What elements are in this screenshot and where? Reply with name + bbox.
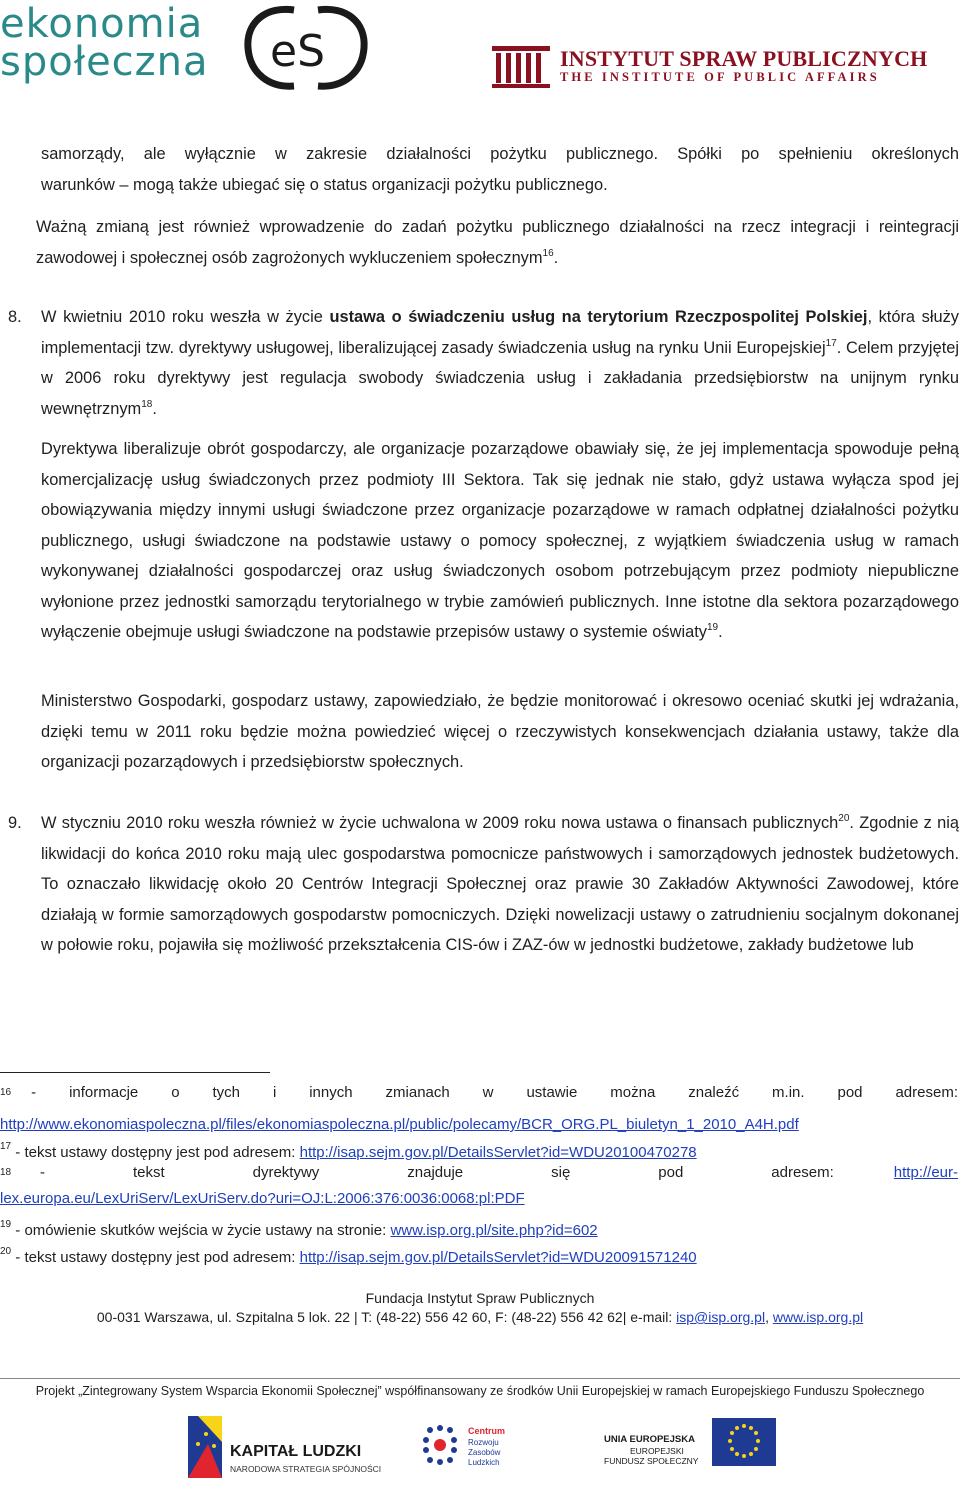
- logo-mark-text: eS: [270, 26, 325, 77]
- centrum-line-1: Centrum: [468, 1426, 506, 1436]
- item-8-text-a: W kwietniu 2010 roku weszła w życie: [41, 308, 330, 326]
- footer-address-text: 00-031 Warszawa, ul. Szpitalna 5 lok. 22 | T: (48-22) 556 42 60, F: (48-22) 556 42 62| e-mail:: [96, 1309, 677, 1325]
- isp-subtitle: THE INSTITUTE OF PUBLIC AFFAIRS: [560, 70, 880, 84]
- footnote-17-link[interactable]: http://isap.sejm.gov.pl/DetailsServlet?id=WDU20100470278: [299, 1144, 697, 1161]
- paragraph-4: [41, 434, 959, 648]
- item-9-text-a: W styczniu 2010 roku weszła również w życie uchwalona w 2009 roku nowa ustawa o finansach publicznych: [41, 814, 839, 832]
- footnote-17: [0, 1138, 960, 1162]
- centrum-line-4: Ludzkich: [468, 1458, 500, 1467]
- footnote-16: [0, 1084, 960, 1134]
- centrum-line-3: Zasobów: [468, 1448, 501, 1457]
- footer-divider: [0, 1378, 960, 1379]
- footnote-20-text: - tekst ustawy dostępny jest pod adresem:: [15, 1249, 300, 1266]
- footnote-19-number: 19: [0, 1219, 12, 1230]
- footnote-20-link[interactable]: http://isap.sejm.gov.pl/DetailsServlet?id=WDU20091571240: [299, 1249, 697, 1266]
- footer-organization: Fundacja Instytut Spraw Publicznych: [365, 1290, 595, 1306]
- ue-line-2: EUROPEJSKI: [630, 1446, 684, 1456]
- ue-line-3: FUNDUSZ SPOŁECZNY: [604, 1456, 699, 1466]
- item-8-text-e: .: [152, 399, 157, 418]
- centrum-rozwoju-logo: [418, 1420, 548, 1474]
- footnote-17-number: 17: [0, 1141, 12, 1152]
- footnote-19-link[interactable]: www.isp.org.pl/site.php?id=602: [390, 1222, 598, 1239]
- list-item-9: [41, 808, 959, 961]
- footnote-ref-18[interactable]: 18: [141, 398, 153, 410]
- item-8-text-d: . Celem przyjętej w 2006 roku dyrektywy jest regulacja swobody świadczenia usług i zakładania przedsiębiorstw na unijnym rynku wewnętrznym: [41, 338, 959, 418]
- centrum-line-2: Rozwoju: [468, 1438, 499, 1447]
- footnote-ref-19[interactable]: 19: [706, 622, 719, 633]
- footnote-20-number: 20: [0, 1246, 12, 1257]
- paragraph-4-end: .: [718, 623, 723, 641]
- footer-address: [0, 1309, 960, 1325]
- footnote-17-text: - tekst ustawy dostępny jest pod adresem:: [15, 1144, 300, 1161]
- footnote-19: [0, 1216, 960, 1240]
- paragraph-1-line-1: samorządy, ale wyłącznie w zakresie działalności pożytku publicznego. Spółki po spełnieniu określonych: [41, 145, 959, 163]
- footnote-18-number: 18: [0, 1167, 12, 1178]
- footer-project-note: Projekt „Zintegrowany System Wsparcia Ekonomii Społecznej” współfinansowany ze środków Unii Europejskiej w ramach Europejskiego Funduszu Społecznego: [35, 1384, 925, 1398]
- footer-email-link[interactable]: isp@isp.org.pl: [676, 1309, 766, 1325]
- item-9-text-b: . Zgodnie z nią likwidacji do końca 2010 roku mają ulec gospodarstwa pomocnicze państwowych i samorządowych jednostek budżetowych. To oznaczało likwidację około 20 Centrów Integracji Społecznej oraz prawie 30 Zakładów Aktywności Zawodowej, które działają w formie samorządowych gospodarstw pomocniczych. Dzięki nowelizacji ustawy o zatrudnieniu socjalnym dokonanej w połowie roku, pojawiła się możliwość przekształcenia CIS-ów i ZAZ-ów w jednostki budżetowe, zakłady budżetowe lub: [41, 814, 959, 954]
- footnote-divider: [0, 1072, 270, 1073]
- item-8-text-c: , która służy implementacji tzw. dyrektywy usługowej, liberalizującej zasady świadczenia usług na rynku Unii Europejskiej: [41, 308, 959, 357]
- isp-title: INSTYTUT SPRAW PUBLICZNYCH: [560, 46, 928, 71]
- footnote-18-link-start[interactable]: http://eur-: [893, 1164, 958, 1181]
- footnote-16-number: 16: [0, 1087, 12, 1098]
- footnote-19-text: - omówienie skutków wejścia w życie ustawy na stronie:: [15, 1222, 391, 1239]
- footnote-ref-16[interactable]: 16: [542, 247, 554, 259]
- paragraph-1-line-2: warunków – mogą także ubiegać się o status organizacji pożytku publicznego.: [41, 175, 608, 194]
- paragraph-4-text: Dyrektywa liberalizuje obrót gospodarczy, ale organizacje pozarządowe obawiały się, że jej implementacja spowoduje pełną komercjalizację usług świadczonych przez podmioty III Sektora. Tak się jednak nie stało, gdyż ustawa wyłącza spod jej obowiązywania między innymi usługi świadczone przez organizacje pozarządowe w ramach odpłatnej działalności pożytku publicznego, usługi świadczone na podstawie ustawy o pomocy społecznej, z wyjątkiem świadczenia usług w ramach wykonywanej działalności gospodarczej oraz usług świadczonych osobom potrzebującym przez podmioty niepubliczne wyłonione przez jednostki samorządu terytorialnego w trybie zamówień publicznych. Inne istotne dla sektora pozarządowego wyłączenie obejmuje usługi świadczone na podstawie przepisów ustawy o systemie oświaty: [41, 440, 959, 641]
- paragraph-1: [41, 139, 959, 200]
- es-logo-icon: [236, 2, 376, 92]
- footnote-18-text: - tekst dyrektywy znajduje się pod adresem:: [40, 1164, 834, 1181]
- footnote-16-text: - informacje o tych i innych zmianach w ustawie można znaleźć m.in. pod adresem:: [31, 1084, 958, 1101]
- footnote-18-link-end[interactable]: lex.europa.eu/LexUriServ/LexUriServ.do?uri=OJ:L:2006:376:0036:0068:pl:PDF: [0, 1190, 525, 1207]
- isp-column-icon: [490, 44, 552, 90]
- unia-europejska-logo: [600, 1414, 780, 1474]
- paragraph-2: [36, 212, 959, 273]
- footer-website-link[interactable]: www.isp.org.pl: [772, 1309, 864, 1325]
- kapital-ludzki-title: KAPITAŁ LUDZKI: [230, 1443, 362, 1460]
- logo-line-2: społeczna: [0, 39, 209, 85]
- footnote-20: [0, 1243, 960, 1267]
- paragraph-2-end: .: [553, 248, 559, 267]
- kapital-ludzki-subtitle: NARODOWA STRATEGIA SPÓJNOŚCI: [230, 1464, 382, 1474]
- kapital-ludzki-logo: [188, 1414, 388, 1480]
- footer-separator: ,: [765, 1309, 773, 1325]
- item-8-bold: ustawa o świadczeniu usług na terytorium Rzeczpospolitej Polskiej: [329, 308, 868, 326]
- ue-line-1: UNIA EUROPEJSKA: [604, 1434, 695, 1445]
- list-item-8: [41, 302, 959, 424]
- list-number-8: 8.: [8, 308, 22, 326]
- footnote-ref-20[interactable]: 20: [838, 813, 850, 824]
- footnote-18: [0, 1164, 960, 1208]
- logo-line-1: ekonomia: [0, 1, 204, 47]
- paragraph-5: Ministerstwo Gospodarki, gospodarz ustawy, zapowiedziało, że będzie monitorować i okresowo oceniać skutki jej wdrażania, dzięki temu w 2011 roku będzie można powiedzieć więcej o rzeczywistych konsekwencjach działania ustawy, także dla organizacji pozarządowych i przedsiębiorstw społecznych.: [41, 692, 959, 771]
- footnote-16-link[interactable]: http://www.ekonomiaspoleczna.pl/files/ekonomiaspoleczna.pl/public/polecamy/BCR_ORG.PL_biuletyn_1_2010_A4H.pdf: [0, 1116, 799, 1133]
- ekonomia-spoleczna-logo: [0, 1, 240, 85]
- footnote-ref-17[interactable]: 17: [825, 337, 837, 349]
- paragraph-2-text: Ważną zmianą jest również wprowadzenie do zadań pożytku publicznego działalności na rzecz integracji i reintegracji zawodowej i społecznej osób zagrożonych wykluczeniem społecznym: [36, 218, 959, 267]
- list-number-9: 9.: [8, 814, 22, 832]
